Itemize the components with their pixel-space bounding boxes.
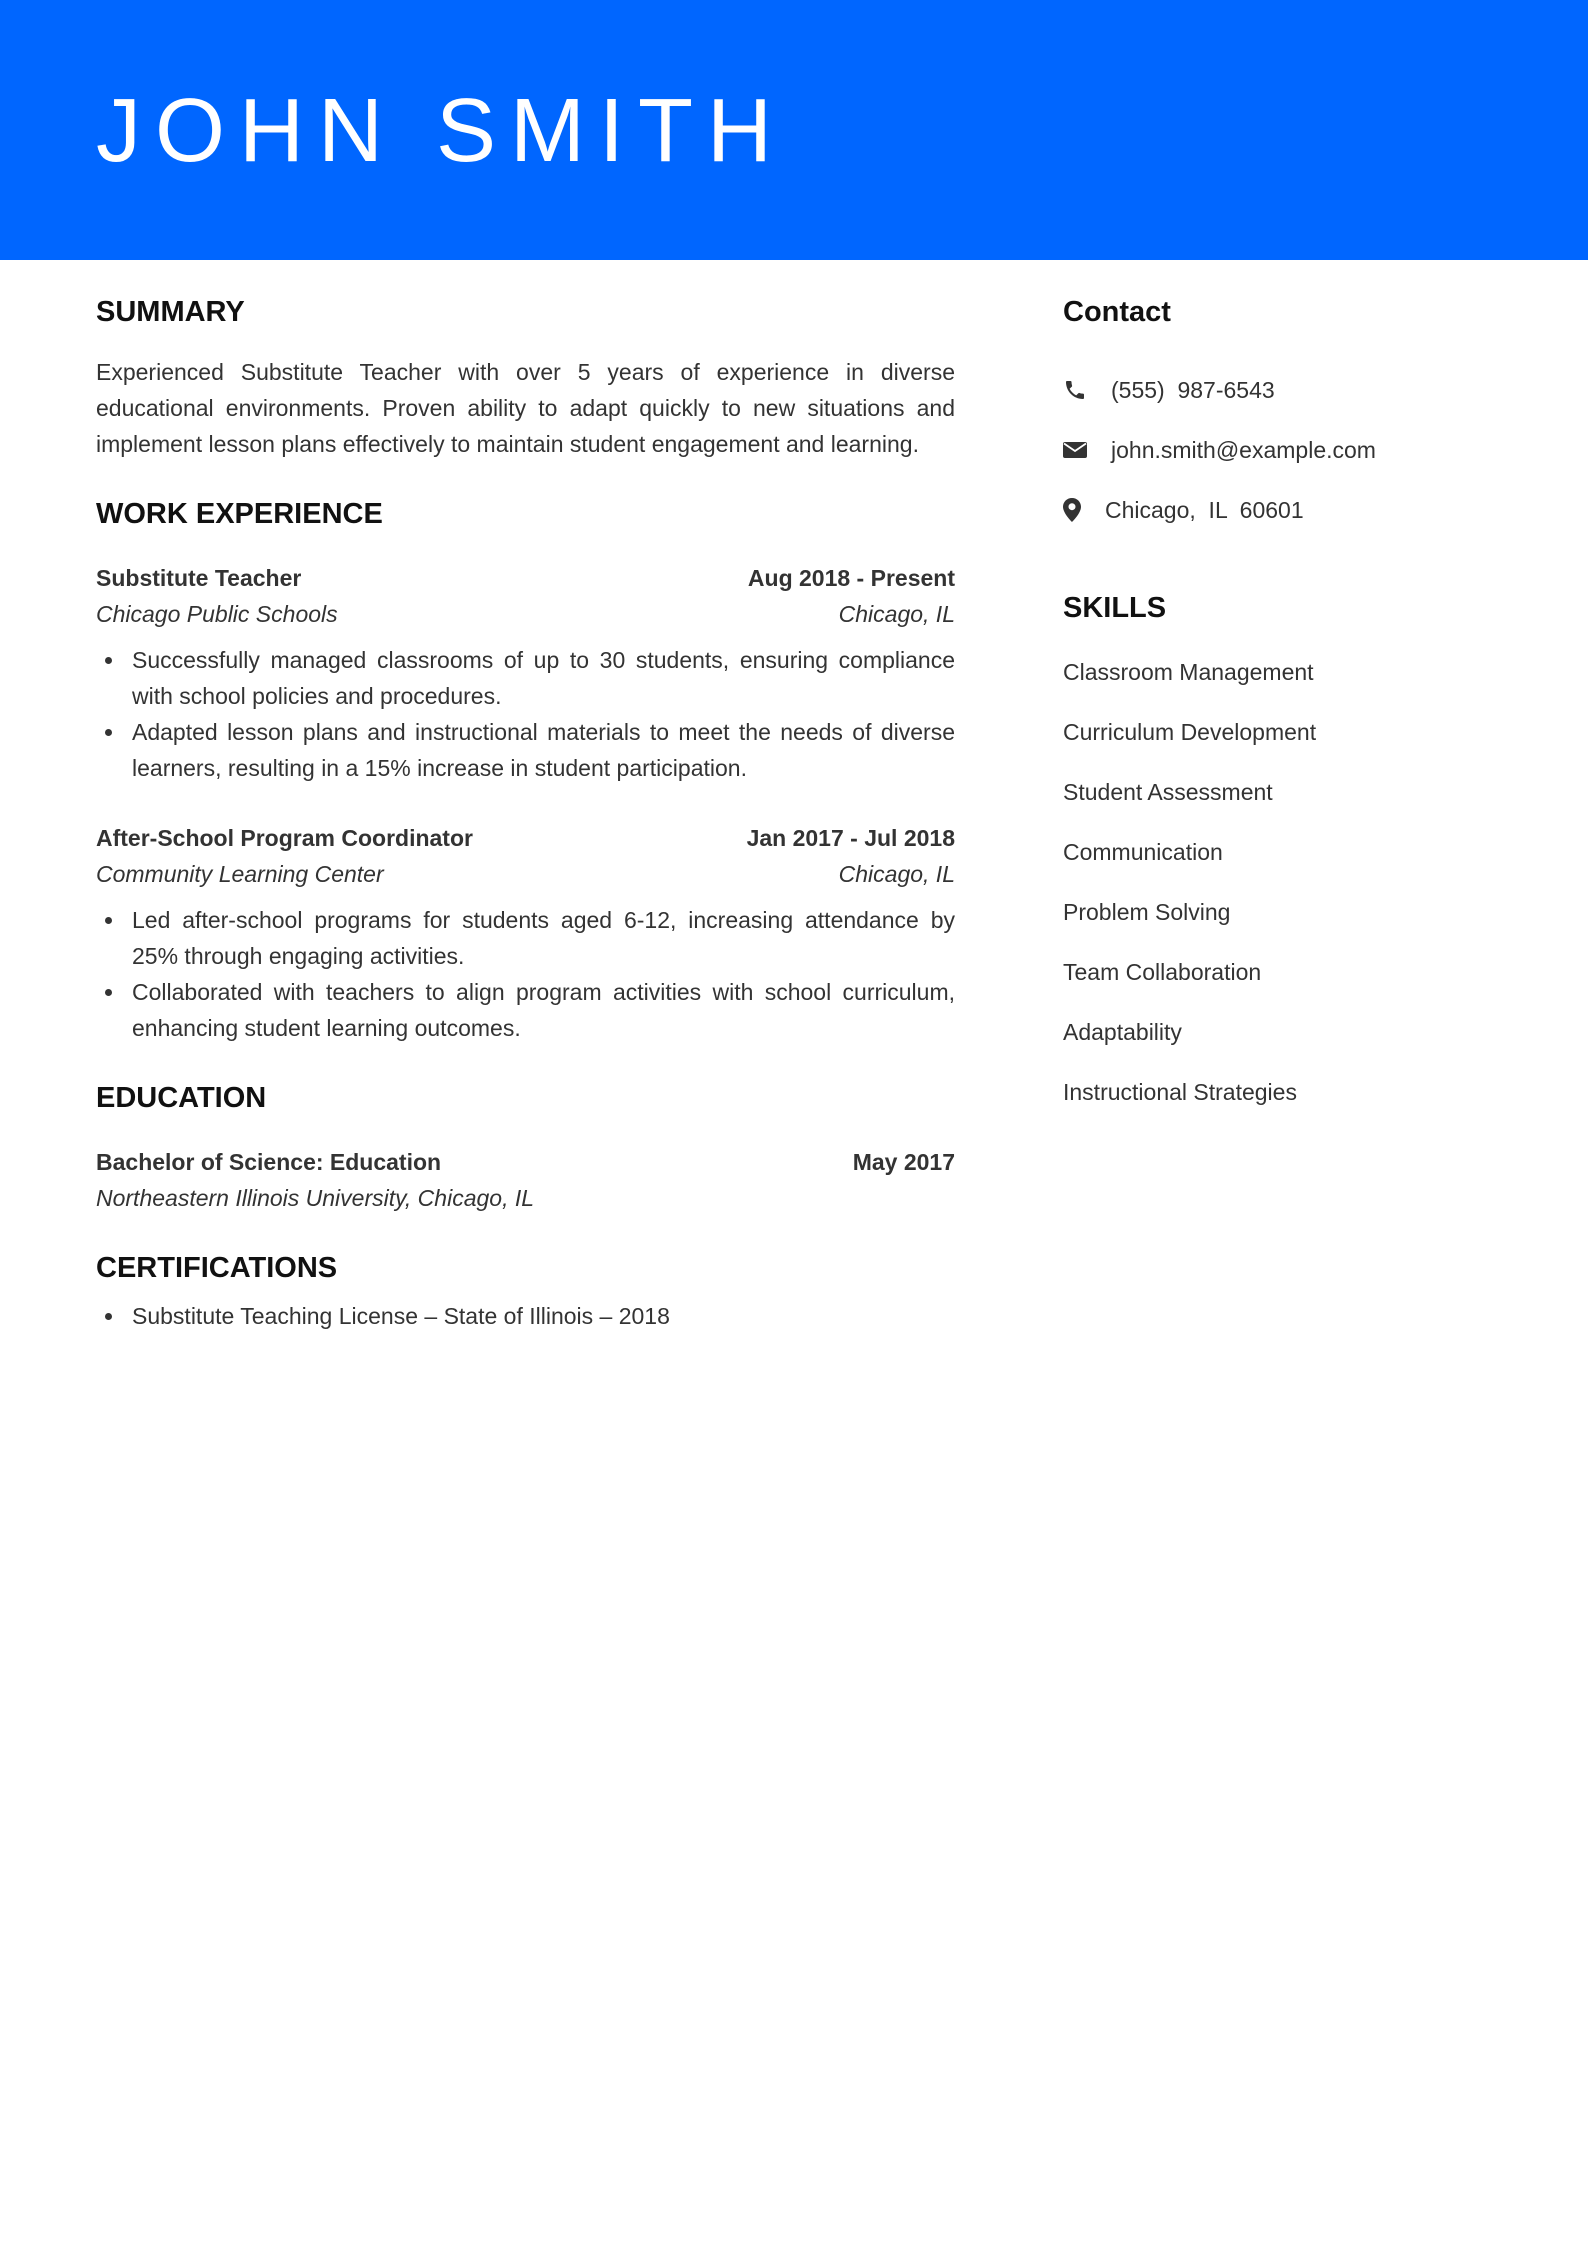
- degree: Bachelor of Science: Education: [96, 1149, 442, 1175]
- job-location: Chicago, IL: [838, 601, 955, 627]
- work-experience-section: [96, 494, 955, 1046]
- contact-phone: [1063, 360, 1503, 420]
- skill-item: Instructional Strategies: [1063, 1079, 1297, 1105]
- skill-item: Problem Solving: [1063, 899, 1231, 925]
- skill-item: Student Assessment: [1063, 779, 1273, 805]
- email-address: john.smith@example.com: [1111, 436, 1376, 463]
- location-text: Chicago, IL 60601: [1105, 496, 1304, 523]
- skills-section: [1063, 588, 1503, 1122]
- certifications-list: [96, 1298, 955, 1334]
- school: Northeastern Illinois University, Chicago, IL: [96, 1185, 535, 1211]
- certifications-section: [96, 1248, 955, 1334]
- main-column: [96, 292, 955, 1334]
- phone-number: (555) 987-6543: [1111, 376, 1275, 403]
- skills-title: SKILLS: [1063, 592, 1167, 624]
- skills-list: [1063, 642, 1503, 1122]
- skill-item: Classroom Management: [1063, 659, 1314, 685]
- contact-email: [1063, 420, 1503, 480]
- job-organization: Chicago Public Schools: [96, 601, 338, 627]
- job-bullet: Collaborated with teachers to align program activities with school curriculum, enhancing student learning outcomes.: [96, 974, 955, 1046]
- map-pin-icon: [1063, 498, 1105, 522]
- skill-item: Team Collaboration: [1063, 959, 1262, 985]
- contact-title: Contact: [1063, 296, 1171, 328]
- certifications-title: CERTIFICATIONS: [96, 1252, 338, 1284]
- job-role: After-School Program Coordinator: [96, 825, 473, 851]
- summary-title: SUMMARY: [96, 296, 245, 328]
- work-experience-title: WORK EXPERIENCE: [96, 498, 383, 530]
- job-organization: Community Learning Center: [96, 861, 384, 887]
- skill-item: Curriculum Development: [1063, 719, 1317, 745]
- contact-location: [1063, 480, 1503, 540]
- skill-item: Adaptability: [1063, 1019, 1182, 1045]
- education-title: EDUCATION: [96, 1082, 267, 1114]
- candidate-name: JOHN SMITH: [96, 81, 786, 181]
- certification-item: Substitute Teaching License – State of Illinois – 2018: [96, 1298, 955, 1334]
- job-bullets: [96, 902, 955, 1046]
- degree-date: May 2017: [852, 1149, 955, 1175]
- education-section: [96, 1078, 955, 1216]
- job-bullet: Successfully managed classrooms of up to 30 students, ensuring compliance with school policies and procedures.: [96, 642, 955, 714]
- summary-text: Experienced Substitute Teacher with over 5 years of experience in diverse educational environments. Proven ability to adapt quickly to new situations and implement lesson plans effectively to maintain student engagement and learning.: [96, 359, 955, 457]
- job-dates: Jan 2017 - Jul 2018: [746, 825, 955, 851]
- job-bullet: Led after-school programs for students aged 6-12, increasing attendance by 25% through engaging activities.: [96, 902, 955, 974]
- summary-section: [96, 292, 955, 462]
- job-dates: Aug 2018 - Present: [747, 565, 955, 591]
- phone-icon: [1063, 378, 1111, 402]
- header-banner: [0, 0, 1588, 260]
- job-location: Chicago, IL: [838, 861, 955, 887]
- job-bullet: Adapted lesson plans and instructional materials to meet the needs of diverse learners, resulting in a 15% increase in student participation.: [96, 714, 955, 786]
- job-entry: [96, 820, 955, 1046]
- job-entry: [96, 560, 955, 786]
- skill-item: Communication: [1063, 839, 1223, 865]
- sidebar-column: [1063, 292, 1503, 1122]
- contact-section: [1063, 292, 1503, 540]
- job-bullets: [96, 642, 955, 786]
- job-role: Substitute Teacher: [96, 565, 302, 591]
- envelope-icon: [1063, 440, 1111, 460]
